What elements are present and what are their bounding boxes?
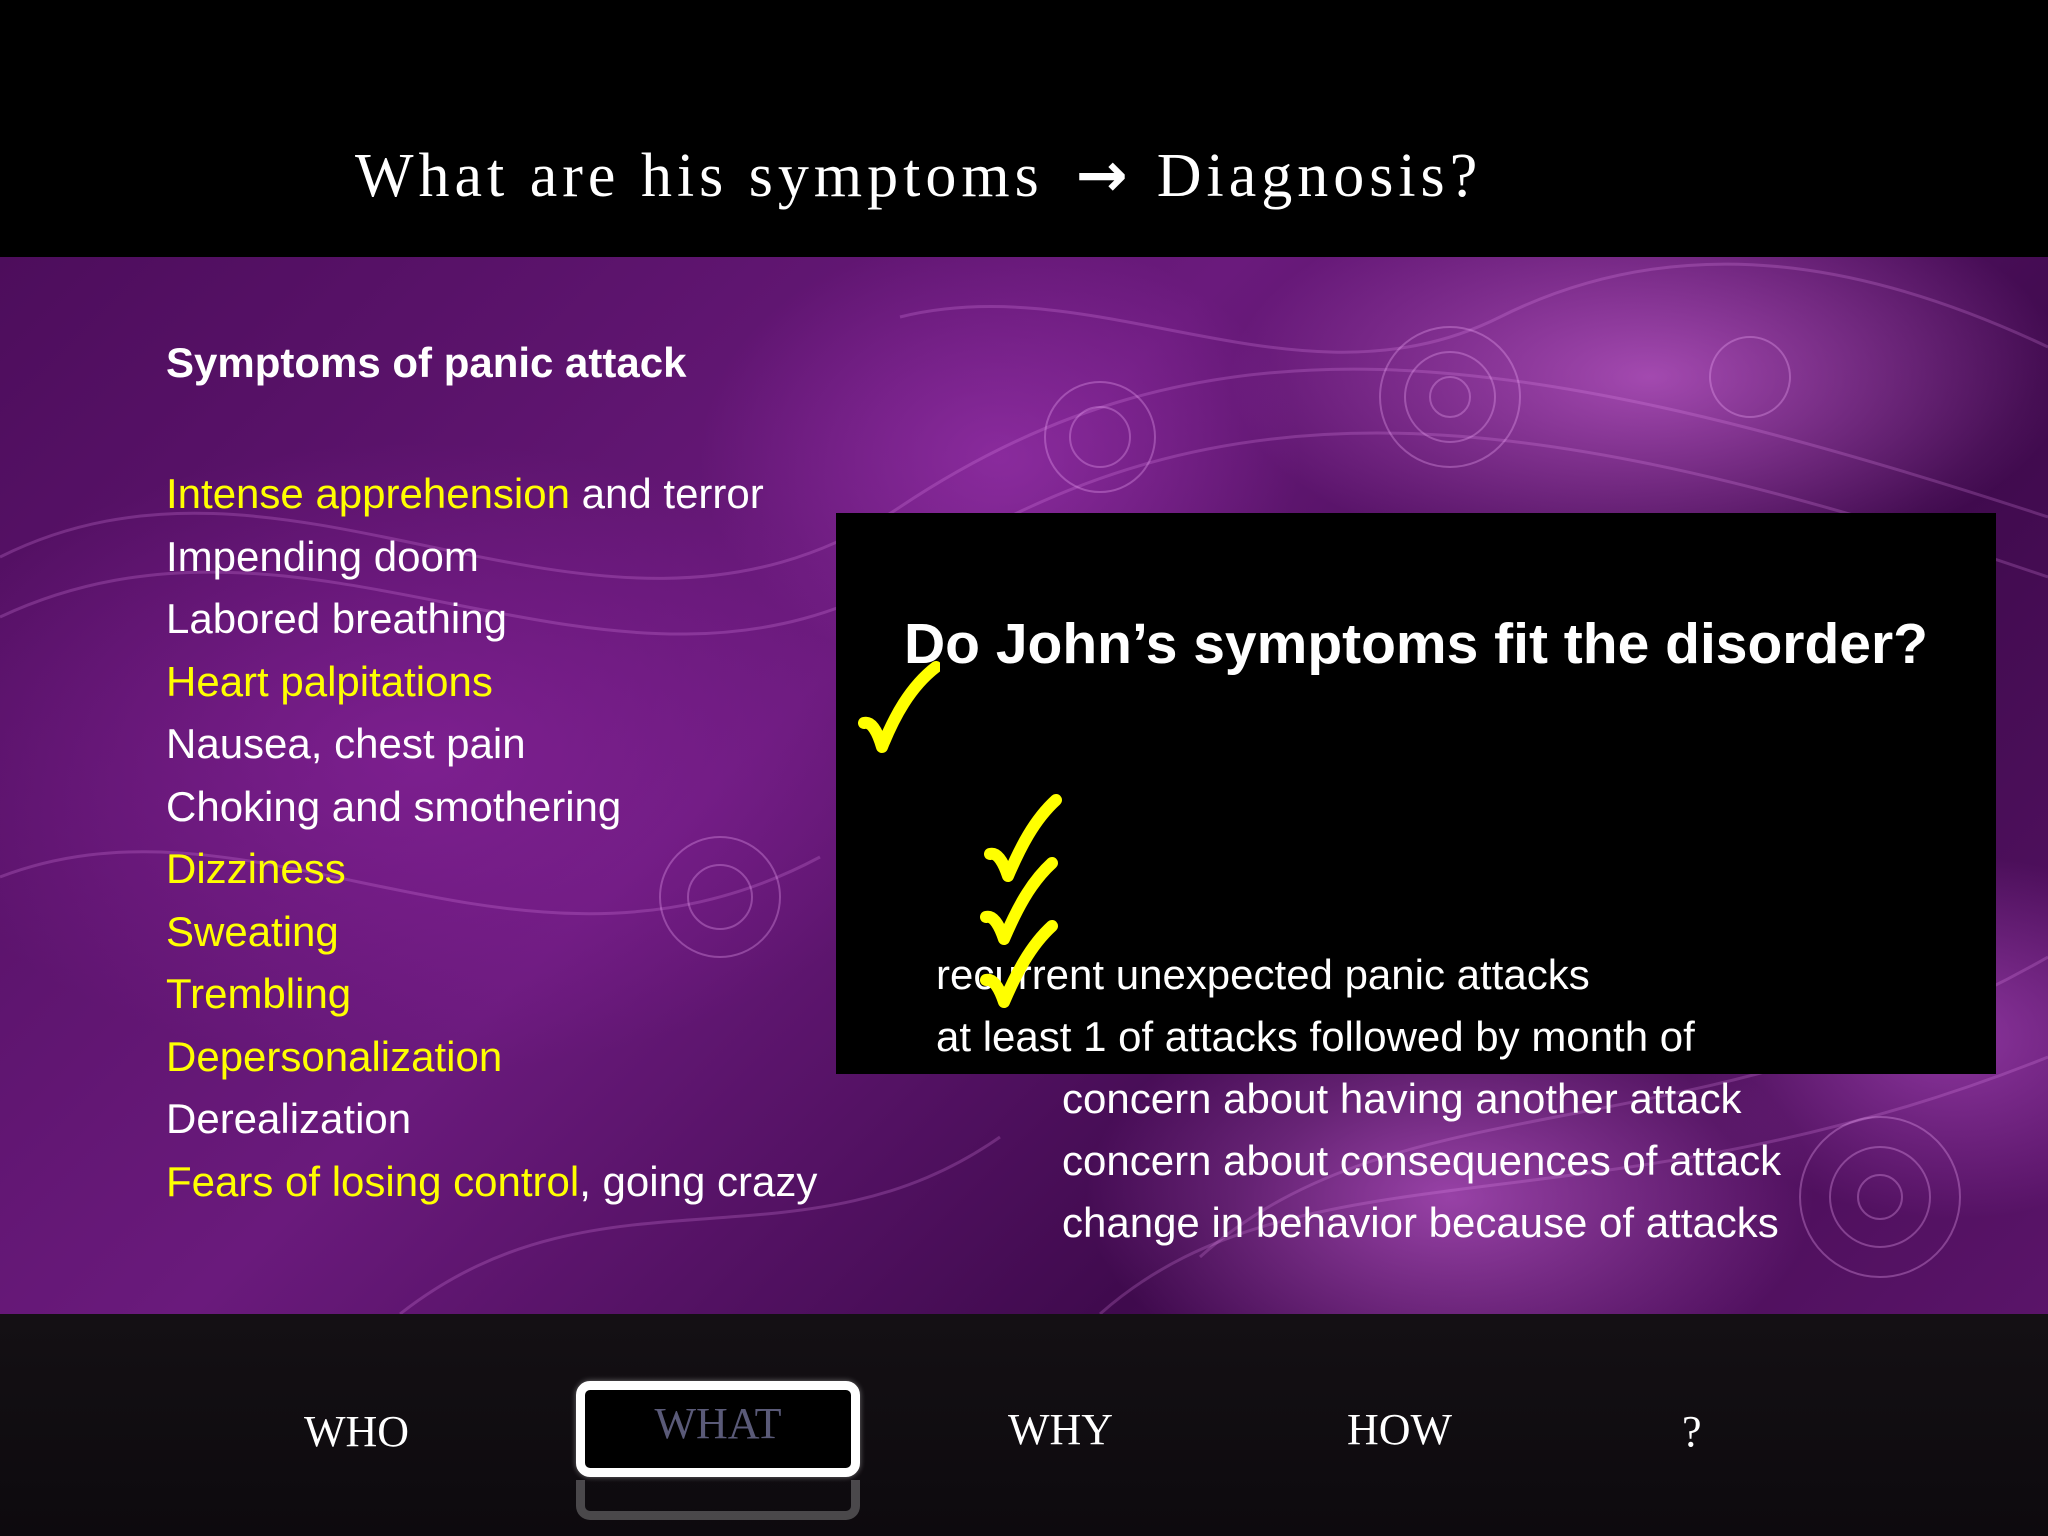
symptoms-heading: Symptoms of panic attack xyxy=(166,339,687,386)
slide-header xyxy=(0,0,2048,257)
symptom-item: Derealization xyxy=(166,1095,412,1142)
criteria-item: concern about having another attack xyxy=(1062,1075,1742,1122)
nav-what-reflection xyxy=(576,1480,860,1520)
symptom-item: Impending doom xyxy=(166,532,479,580)
nav-question[interactable]: ? xyxy=(1682,1407,1702,1456)
symptom-item: Intense apprehension and terror xyxy=(166,470,764,517)
nav-why[interactable]: WHY xyxy=(1008,1405,1114,1454)
symptoms-list xyxy=(166,463,817,1213)
symptom-item: Fears of losing control, going crazy xyxy=(166,1157,818,1205)
slide-title xyxy=(355,138,1482,212)
symptom-item: Choking and smothering xyxy=(166,782,622,830)
slide-body xyxy=(0,257,2048,1314)
nav-who[interactable]: WHO xyxy=(304,1407,410,1456)
criteria-item: at least 1 of attacks followed by month of xyxy=(936,1013,1695,1060)
criteria-title: Do John’s symptoms fit the disorder? xyxy=(904,612,1928,676)
criteria-item: change in behavior because of attacks xyxy=(1062,1199,1779,1246)
nav-what-label: WHAT xyxy=(654,1399,782,1448)
symptom-item: Dizziness xyxy=(166,845,346,892)
checkmark-icon xyxy=(858,661,940,757)
right-arrow-icon: → xyxy=(1075,138,1133,211)
criteria-item: concern about consequences of attack xyxy=(1062,1137,1782,1184)
symptom-item: Trembling xyxy=(166,970,352,1017)
criteria-item: recurrent unexpected panic attacks xyxy=(936,951,1590,998)
title-question: What are his symptoms xyxy=(355,142,1044,210)
nav-how[interactable]: HOW xyxy=(1347,1405,1453,1454)
symptom-item: Sweating xyxy=(166,907,339,955)
title-diagnosis: Diagnosis? xyxy=(1156,142,1483,210)
symptom-item: Labored breathing xyxy=(166,595,507,642)
nav-bar xyxy=(0,1314,2048,1536)
checkmark-icon xyxy=(980,920,1058,1012)
nav-what[interactable] xyxy=(576,1381,860,1477)
symptom-item: Nausea, chest pain xyxy=(166,720,526,767)
symptom-item: Heart palpitations xyxy=(166,657,493,705)
symptom-item: Depersonalization xyxy=(166,1032,503,1080)
